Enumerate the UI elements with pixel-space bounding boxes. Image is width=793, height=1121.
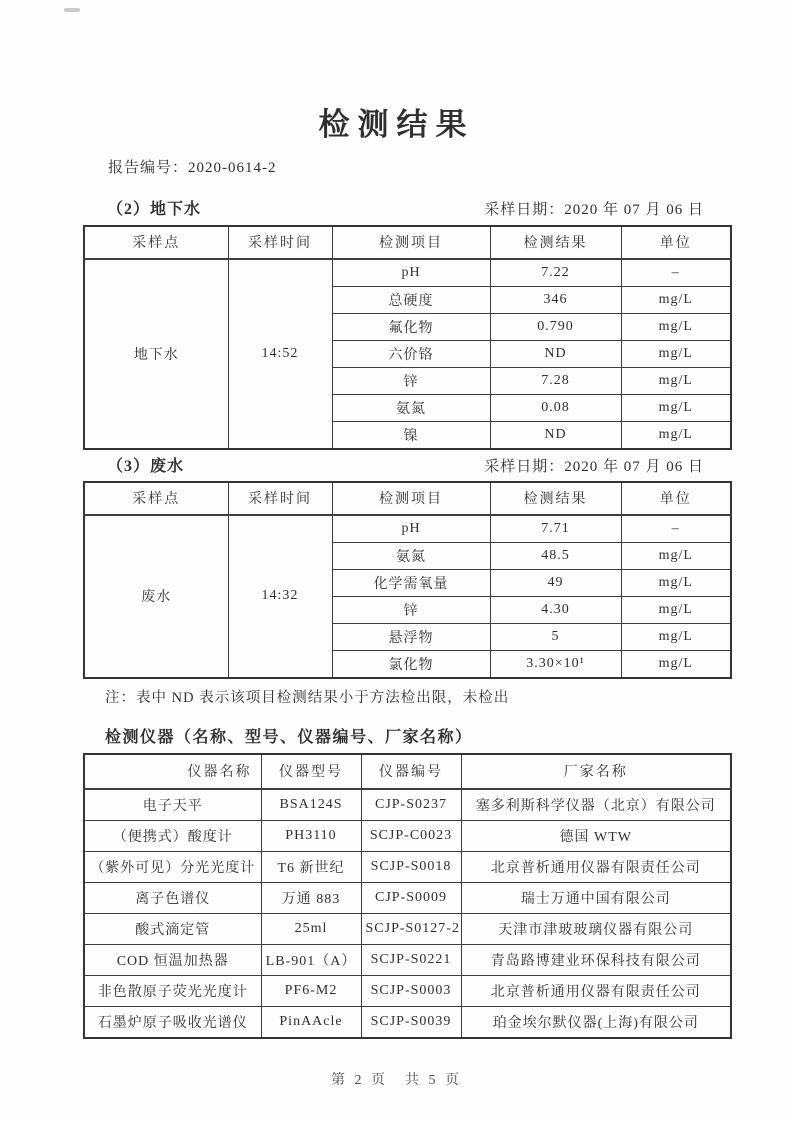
result-cell: ND: [490, 340, 621, 367]
manufacturer-cell: 德国 WTW: [461, 820, 731, 851]
unit-cell: –: [621, 515, 731, 543]
instrument-name-cell: 离子色谱仪: [84, 882, 261, 913]
sample-date-value: 2020 年 07 月 06 日: [564, 458, 704, 475]
manufacturer-cell: 青岛路博建业环保科技有限公司: [461, 944, 731, 975]
instrument-serial-cell: CJP-S0237: [361, 789, 461, 821]
item-cell: 锌: [332, 367, 490, 394]
sample-date-label: 采样日期：: [484, 201, 565, 218]
col-manufacturer: 厂家名称: [461, 754, 731, 789]
table-row: [84, 515, 731, 543]
manufacturer-cell: 北京普析通用仪器有限责任公司: [461, 851, 731, 882]
report-number-label: 报告编号：: [108, 159, 189, 176]
result-cell: 7.22: [490, 259, 621, 287]
instrument-name-cell: 石墨炉原子吸收光谱仪: [84, 1006, 261, 1038]
instrument-name-cell: （紫外可见）分光光度计: [84, 851, 261, 882]
item-cell: 锌: [332, 596, 490, 623]
manufacturer-cell: 北京普析通用仪器有限责任公司: [461, 975, 731, 1006]
col-item: 检测项目: [332, 482, 490, 515]
instrument-serial-cell: SCJP-S0003: [361, 975, 461, 1006]
sample-point-cell: 废水: [84, 515, 228, 678]
page-title: 检测结果: [318, 107, 475, 142]
col-instrument-name: 仪器名称: [84, 754, 261, 789]
sample-time-cell: 14:32: [228, 515, 332, 678]
instrument-serial-cell: SCJP-C0023: [361, 820, 461, 851]
instrument-serial-cell: SCJP-S0039: [361, 1006, 461, 1038]
result-cell: 0.790: [490, 313, 621, 340]
unit-cell: mg/L: [621, 596, 731, 623]
manufacturer-cell: 天津市津玻玻璃仪器有限公司: [461, 913, 731, 944]
table-row: [84, 1006, 731, 1038]
sample-date-value: 2020 年 07 月 06 日: [564, 201, 704, 218]
unit-cell: mg/L: [621, 313, 731, 340]
col-sample-time: 采样时间: [228, 482, 332, 515]
table-header-row: [84, 482, 731, 515]
col-instrument-model: 仪器型号: [261, 754, 361, 789]
col-unit: 单位: [621, 482, 731, 515]
manufacturer-cell: 瑞士万通中国有限公司: [461, 882, 731, 913]
wastewater-section-header: [83, 453, 730, 476]
col-instrument-serial: 仪器编号: [361, 754, 461, 789]
unit-cell: mg/L: [621, 569, 731, 596]
instrument-serial-cell: SCJP-S0221: [361, 944, 461, 975]
col-sample-time: 采样时间: [228, 226, 332, 259]
wastewater-heading: （3）废水: [107, 457, 185, 475]
result-cell: ND: [490, 421, 621, 449]
unit-cell: mg/L: [621, 542, 731, 569]
instrument-model-cell: LB-901（A）: [261, 944, 361, 975]
instrument-model-cell: BSA124S: [261, 789, 361, 821]
result-cell: 48.5: [490, 542, 621, 569]
unit-cell: mg/L: [621, 650, 731, 678]
instrument-model-cell: 25ml: [261, 913, 361, 944]
unit-cell: mg/L: [621, 421, 731, 449]
result-cell: 7.71: [490, 515, 621, 543]
result-cell: 0.08: [490, 394, 621, 421]
item-cell: 化学需氧量: [332, 569, 490, 596]
item-cell: 氯化物: [332, 650, 490, 678]
instrument-model-cell: T6 新世纪: [261, 851, 361, 882]
unit-cell: mg/L: [621, 340, 731, 367]
table-row: [84, 975, 731, 1006]
item-cell: 氟化物: [332, 313, 490, 340]
table-row: [84, 913, 731, 944]
instrument-serial-cell: SCJP-S0018: [361, 851, 461, 882]
page-footer: 第 2 页 共 5 页: [331, 1072, 462, 1088]
item-cell: 总硬度: [332, 286, 490, 313]
sample-time-cell: 14:52: [228, 259, 332, 449]
instrument-model-cell: PF6-M2: [261, 975, 361, 1006]
result-cell: 7.28: [490, 367, 621, 394]
result-cell: 346: [490, 286, 621, 313]
unit-cell: –: [621, 259, 731, 287]
item-cell: pH: [332, 259, 490, 287]
instrument-model-cell: PinAAcle: [261, 1006, 361, 1038]
instruments-table: [83, 753, 732, 1039]
item-cell: pH: [332, 515, 490, 543]
instrument-name-cell: 电子天平: [84, 789, 261, 821]
groundwater-sample-date: [484, 198, 730, 219]
col-sample-point: 采样点: [84, 482, 228, 515]
table-header-row: [84, 754, 731, 789]
wastewater-table: [83, 481, 732, 679]
table-row: [84, 851, 731, 882]
groundwater-table: [83, 225, 732, 450]
instrument-name-cell: （便携式）酸度计: [84, 820, 261, 851]
instrument-model-cell: PH3110: [261, 820, 361, 851]
col-sample-point: 采样点: [84, 226, 228, 259]
item-cell: 悬浮物: [332, 623, 490, 650]
item-cell: 氨氮: [332, 394, 490, 421]
table-row: [84, 789, 731, 821]
sample-date-label: 采样日期：: [484, 458, 565, 475]
item-cell: 镍: [332, 421, 490, 449]
col-result: 检测结果: [490, 482, 621, 515]
unit-cell: mg/L: [621, 394, 731, 421]
sample-point-cell: 地下水: [84, 259, 228, 449]
report-content: [83, 196, 730, 1039]
result-cell: 5: [490, 623, 621, 650]
instrument-name-cell: 酸式滴定管: [84, 913, 261, 944]
table-row: [84, 882, 731, 913]
scan-artifact: [64, 8, 80, 12]
result-cell: 4.30: [490, 596, 621, 623]
table-row: [84, 944, 731, 975]
result-cell: 3.30×10¹: [490, 650, 621, 678]
col-item: 检测项目: [332, 226, 490, 259]
unit-cell: mg/L: [621, 367, 731, 394]
nd-note: 注：表中 ND 表示该项目检测结果小于方法检出限，未检出: [105, 689, 510, 706]
table-header-row: [84, 226, 731, 259]
table-row: [84, 820, 731, 851]
col-unit: 单位: [621, 226, 731, 259]
table-row: [84, 259, 731, 287]
instrument-name-cell: COD 恒温加热器: [84, 944, 261, 975]
manufacturer-cell: 塞多利斯科学仪器（北京）有限公司: [461, 789, 731, 821]
instrument-serial-cell: SCJP-S0127-2: [361, 913, 461, 944]
unit-cell: mg/L: [621, 623, 731, 650]
manufacturer-cell: 珀金埃尔默仪器(上海)有限公司: [461, 1006, 731, 1038]
report-number-line: [108, 156, 793, 177]
groundwater-heading: （2）地下水: [107, 200, 202, 218]
groundwater-section-header: [83, 196, 730, 219]
result-cell: 49: [490, 569, 621, 596]
report-number-value: 2020-0614-2: [188, 159, 277, 176]
instruments-heading: 检测仪器（名称、型号、仪器编号、厂家名称）: [105, 728, 473, 746]
instrument-model-cell: 万通 883: [261, 882, 361, 913]
item-cell: 氨氮: [332, 542, 490, 569]
wastewater-sample-date: [484, 455, 730, 476]
col-result: 检测结果: [490, 226, 621, 259]
unit-cell: mg/L: [621, 286, 731, 313]
instrument-name-cell: 非色散原子荧光光度计: [84, 975, 261, 1006]
instrument-serial-cell: CJP-S0009: [361, 882, 461, 913]
item-cell: 六价铬: [332, 340, 490, 367]
